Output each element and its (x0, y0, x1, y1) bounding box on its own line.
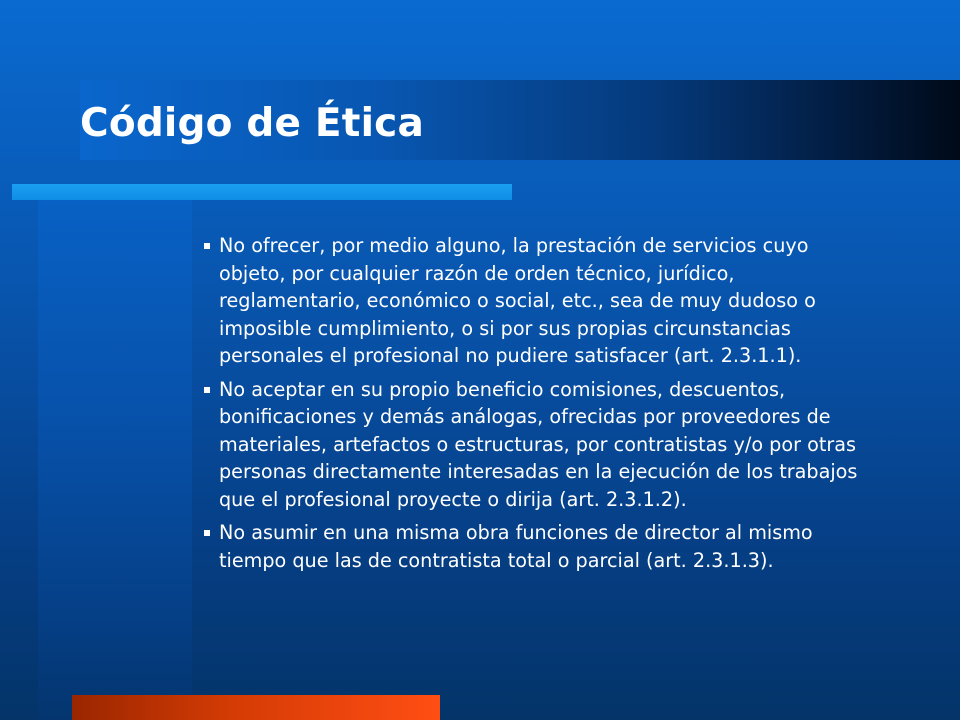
bottom-accent-bar (72, 695, 440, 720)
square-bullet-icon (204, 530, 210, 536)
bullet-list (200, 232, 860, 580)
bullet-text: No asumir en una misma obra funciones de director al mismo tiempo que las de contratista total o parcial (art. 2.3.1.3). (219, 521, 813, 572)
bullet-item (200, 519, 860, 574)
slide-title: Código de Ética (80, 101, 425, 146)
bullet-text: No ofrecer, por medio alguno, la prestación de servicios cuyo objeto, por cualquier razón de orden técnico, jurídico, reglamentario, económico o social, etc., sea de muy dudoso o imposible cumplimiento, o si por sus propias circunstancias personales el profesional no pudiere satisfacer (art. 2.3.1.1). (219, 234, 816, 367)
left-decorative-panel (38, 200, 192, 720)
square-bullet-icon (204, 243, 210, 249)
bullet-text: No aceptar en su propio beneficio comisiones, descuentos, bonificaciones y demás análogas, ofrecidas por proveedores de materiales, artefactos o estructuras, por contratistas y/o por otras personas directamente interesadas en la ejecución de los trabajos que el profesional proyecte o dirija (art. 2.3.1.2). (219, 377, 858, 511)
bullet-item (200, 376, 860, 514)
bullet-item (200, 232, 860, 370)
square-bullet-icon (204, 387, 210, 393)
accent-bar (12, 184, 512, 200)
